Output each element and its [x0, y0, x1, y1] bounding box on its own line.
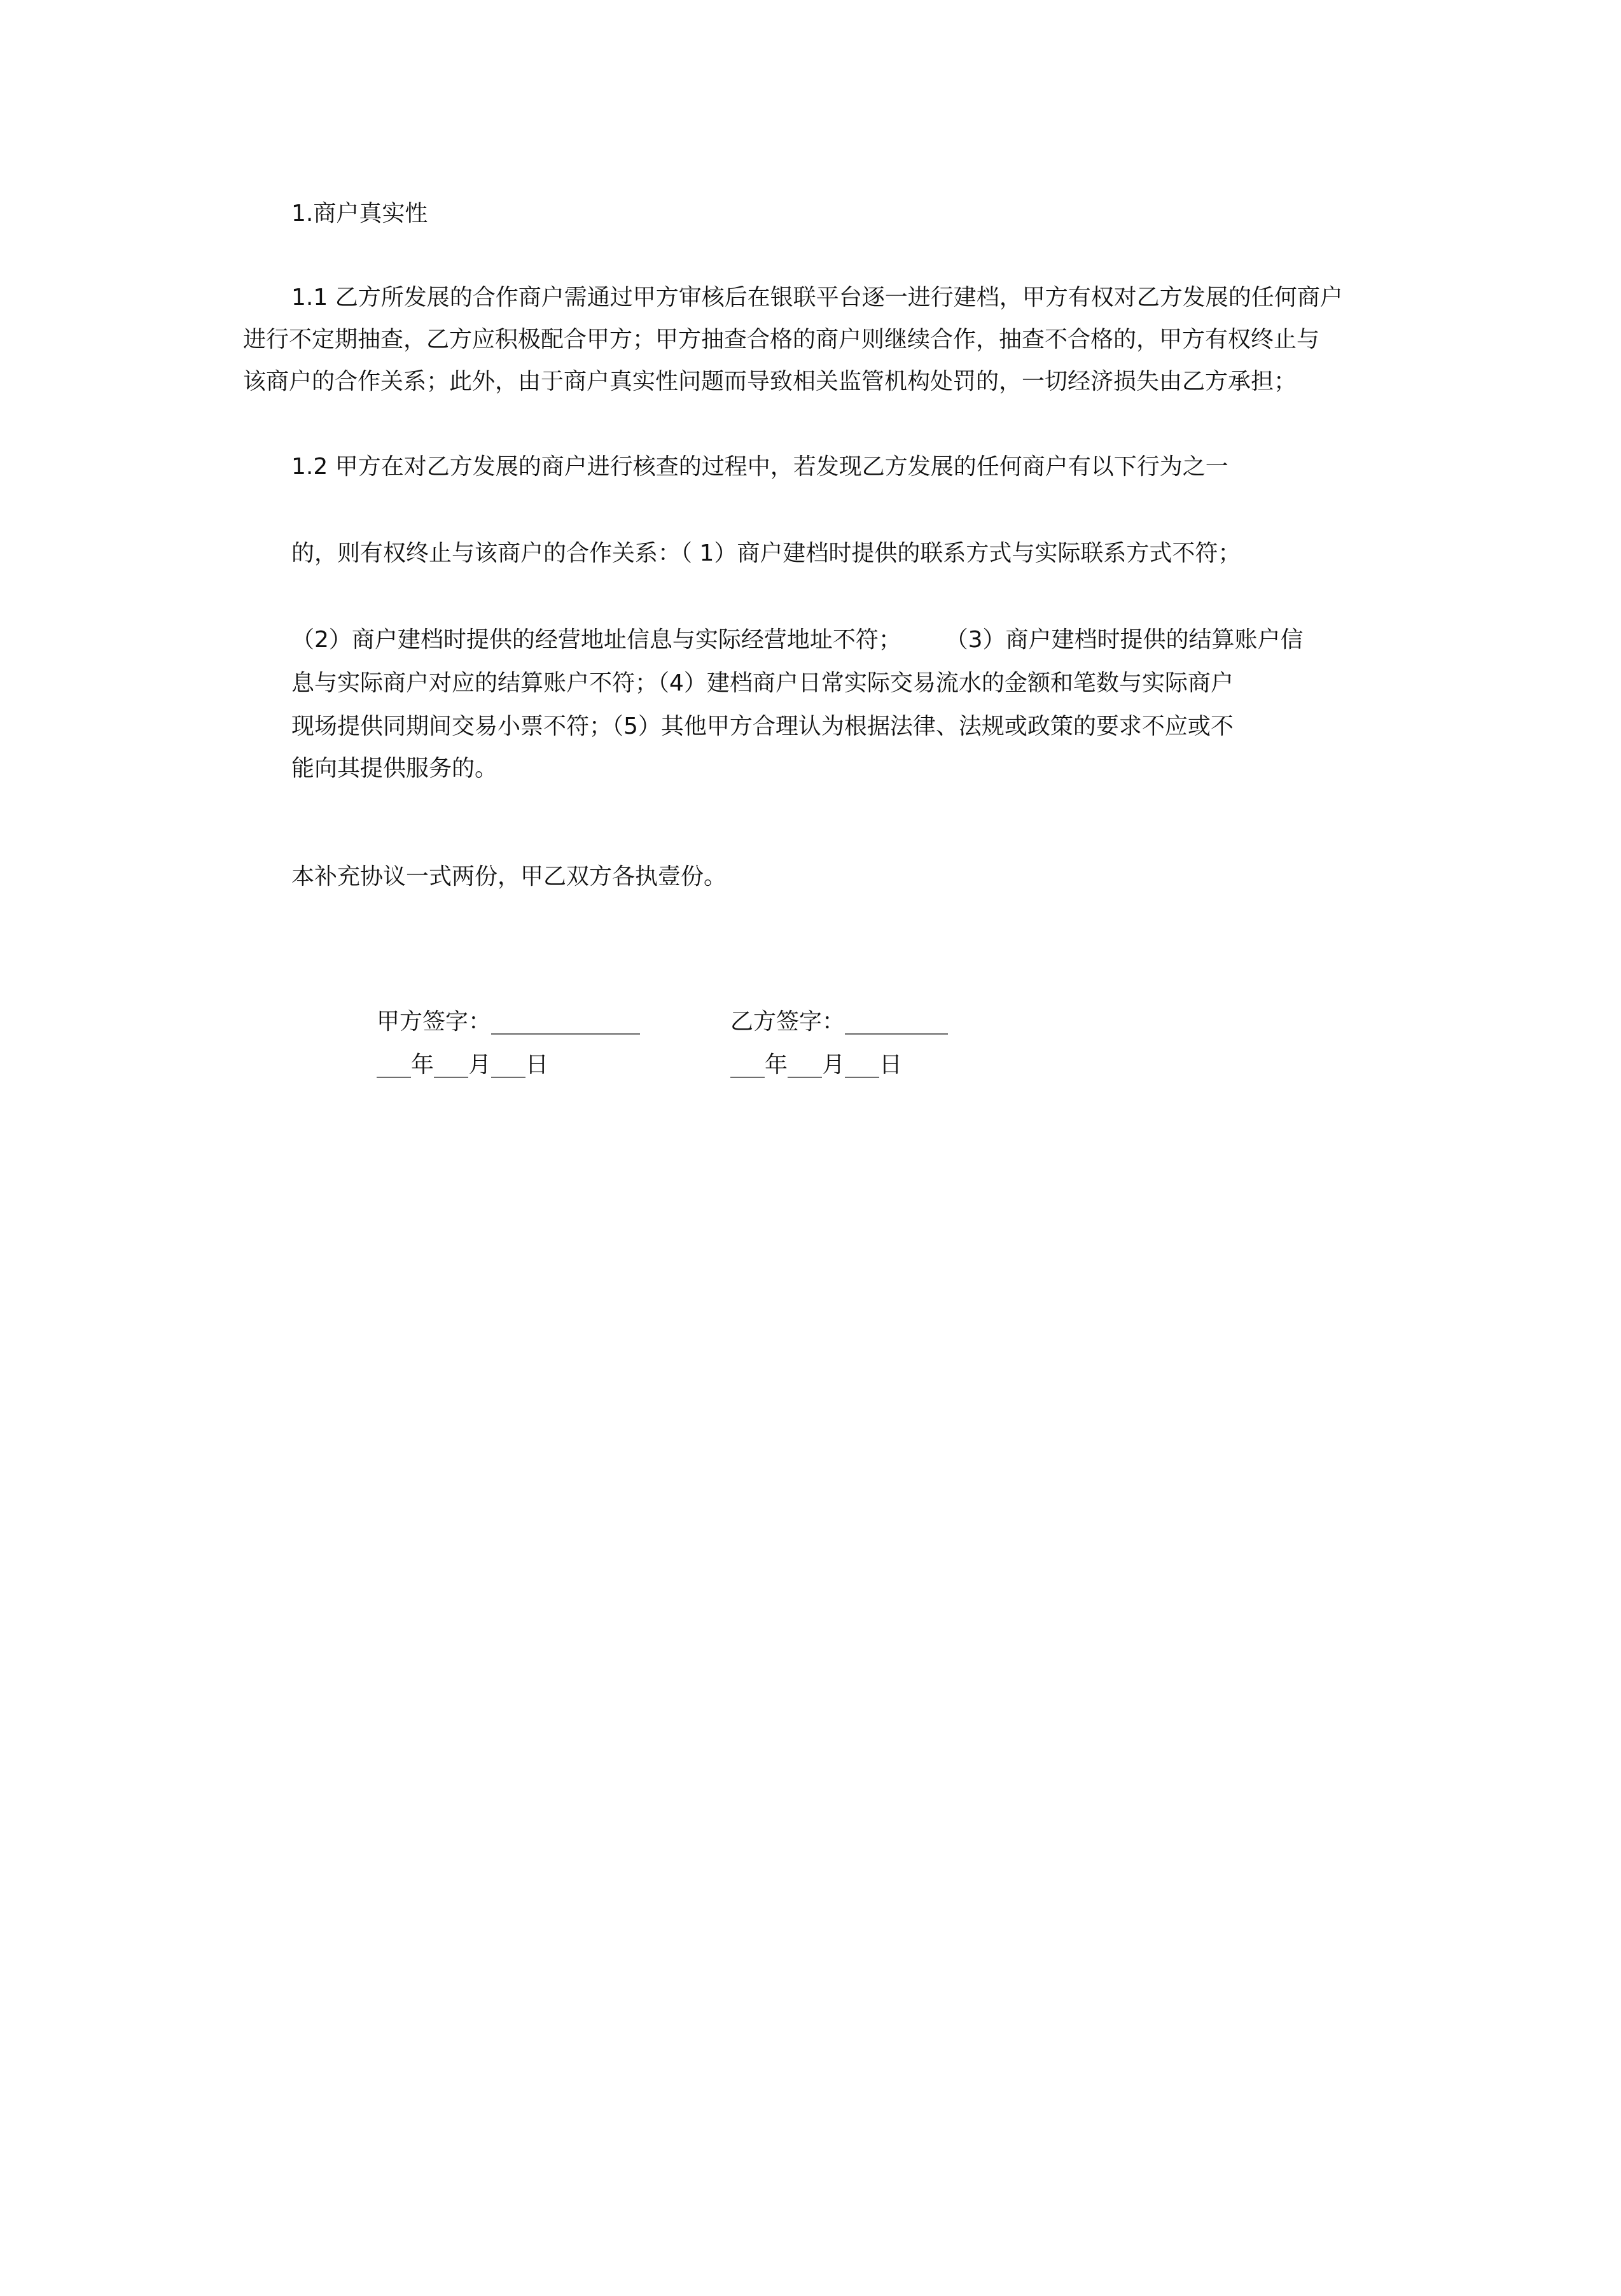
- clause-1-2-items-line-3: 现场提供同期间交易小票不符；（5）其他甲方合理认为根据法律、法规或政策的要求不应或不: [291, 713, 1234, 739]
- clause-1-1-line-3: 该商户的合作关系；此外，由于商户真实性问题而导致相关监管机构处罚的，一切经济损失由乙方承担；: [243, 368, 1297, 395]
- section-heading: 1.商户真实性: [291, 200, 428, 227]
- party-b-signature-line: 乙方签字：_________: [730, 1009, 949, 1035]
- party-a-date-line: ___年___月___日: [377, 1052, 549, 1078]
- clause-1-2-items-line-1: （2）商户建档时提供的经营地址信息与实际经营地址不符； （3）商户建档时提供的结算账户信: [291, 627, 1304, 653]
- clause-1-1-line-2: 进行不定期抽查，乙方应积极配合甲方；甲方抽查合格的商户则继续合作，抽查不合格的，甲方有权终止与: [243, 326, 1320, 353]
- clause-1-2-items-line-4: 能向其提供服务的。: [291, 755, 498, 781]
- clause-1-2-line-1: 1.2 甲方在对乙方发展的商户进行核查的过程中，若发现乙方发展的任何商户有以下行为之一: [291, 454, 1228, 480]
- clause-1-2-line-2: 的，则有权终止与该商户的合作关系：（ 1）商户建档时提供的联系方式与实际联系方式不符；: [291, 540, 1241, 566]
- closing-statement: 本补充协议一式两份，甲乙双方各执壹份。: [291, 864, 727, 890]
- party-a-signature-line: 甲方签字：_____________: [377, 1009, 641, 1035]
- party-b-date-line: ___年___月___日: [730, 1052, 903, 1078]
- clause-1-1-line-1: 1.1 乙方所发展的合作商户需通过甲方审核后在银联平台逐一进行建档，甲方有权对乙方发展的任何商户: [291, 284, 1343, 311]
- clause-1-2-items-line-2: 息与实际商户对应的结算账户不符；（4）建档商户日常实际交易流水的金额和笔数与实际商户: [291, 670, 1234, 696]
